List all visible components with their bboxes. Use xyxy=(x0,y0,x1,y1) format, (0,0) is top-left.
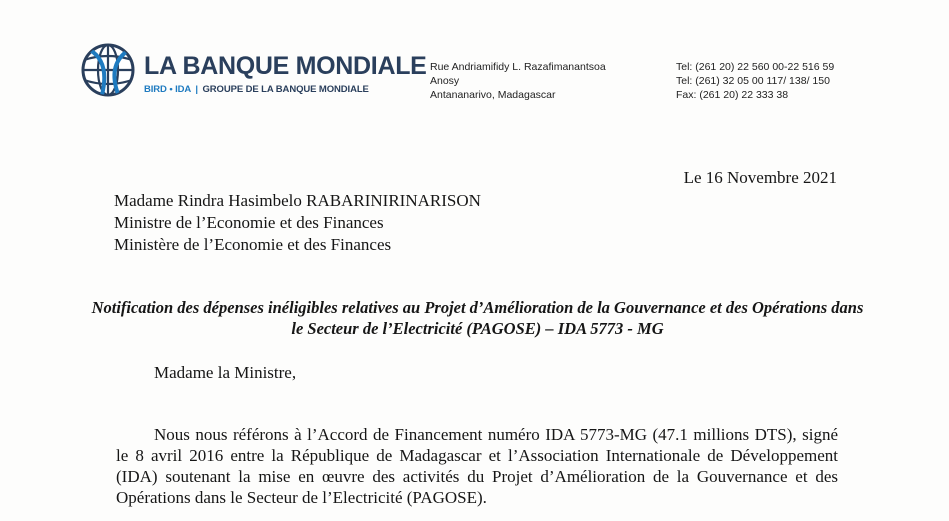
body-paragraph: Nous nous référons à l’Accord de Financement numéro IDA 5773-MG (47.1 millions DTS), signé le 8 avril 2016 entre la République de Madagascar et l’Association Internationale de Développement (IDA) soutenant la mise en œuvre des activités du Projet d’Amélioration de la Gouvernance et des Opérations dans le Secteur de l’Electricité (PAGOSE). xyxy=(116,425,838,507)
contact-line: Tel: (261) 32 05 00 117/ 138/ 150 xyxy=(676,75,830,87)
letter-subject: Notification des dépenses inéligibles relatives au Projet d’Amélioration de la Gouvernance et des Opérations dans le Secteur de l’Electricité (PAGOSE) – IDA 5773 - MG xyxy=(91,298,864,338)
recipient-line: Ministre de l’Economie et des Finances xyxy=(114,213,384,232)
world-bank-globe-icon xyxy=(80,40,136,102)
org-name: LA BANQUE MONDIALE xyxy=(144,52,427,80)
contact-line: Fax: (261 20) 22 333 38 xyxy=(676,89,789,101)
office-contacts xyxy=(676,60,834,102)
org-subtitle xyxy=(144,84,369,95)
contact-line: Tel: (261 20) 22 560 00-22 516 59 xyxy=(676,61,835,73)
subtitle-separator: | xyxy=(195,84,198,95)
recipient-block xyxy=(114,190,481,256)
address-line: Anosy xyxy=(430,75,460,87)
group-label: GROUPE DE LA BANQUE MONDIALE xyxy=(202,84,369,95)
address-line: Rue Andriamifidy L. Razafimanantsoa xyxy=(430,61,606,73)
address-line: Antananarivo, Madagascar xyxy=(430,89,556,101)
letter-date: Le 16 Novembre 2021 xyxy=(683,168,837,187)
salutation: Madame la Ministre, xyxy=(154,363,297,382)
bird-ida-label: BIRD • IDA xyxy=(144,84,191,95)
recipient-line: Madame Rindra Hasimbelo RABARINIRINARISON xyxy=(114,191,481,210)
recipient-line: Ministère de l’Economie et des Finances xyxy=(114,235,392,254)
office-address xyxy=(430,60,606,102)
